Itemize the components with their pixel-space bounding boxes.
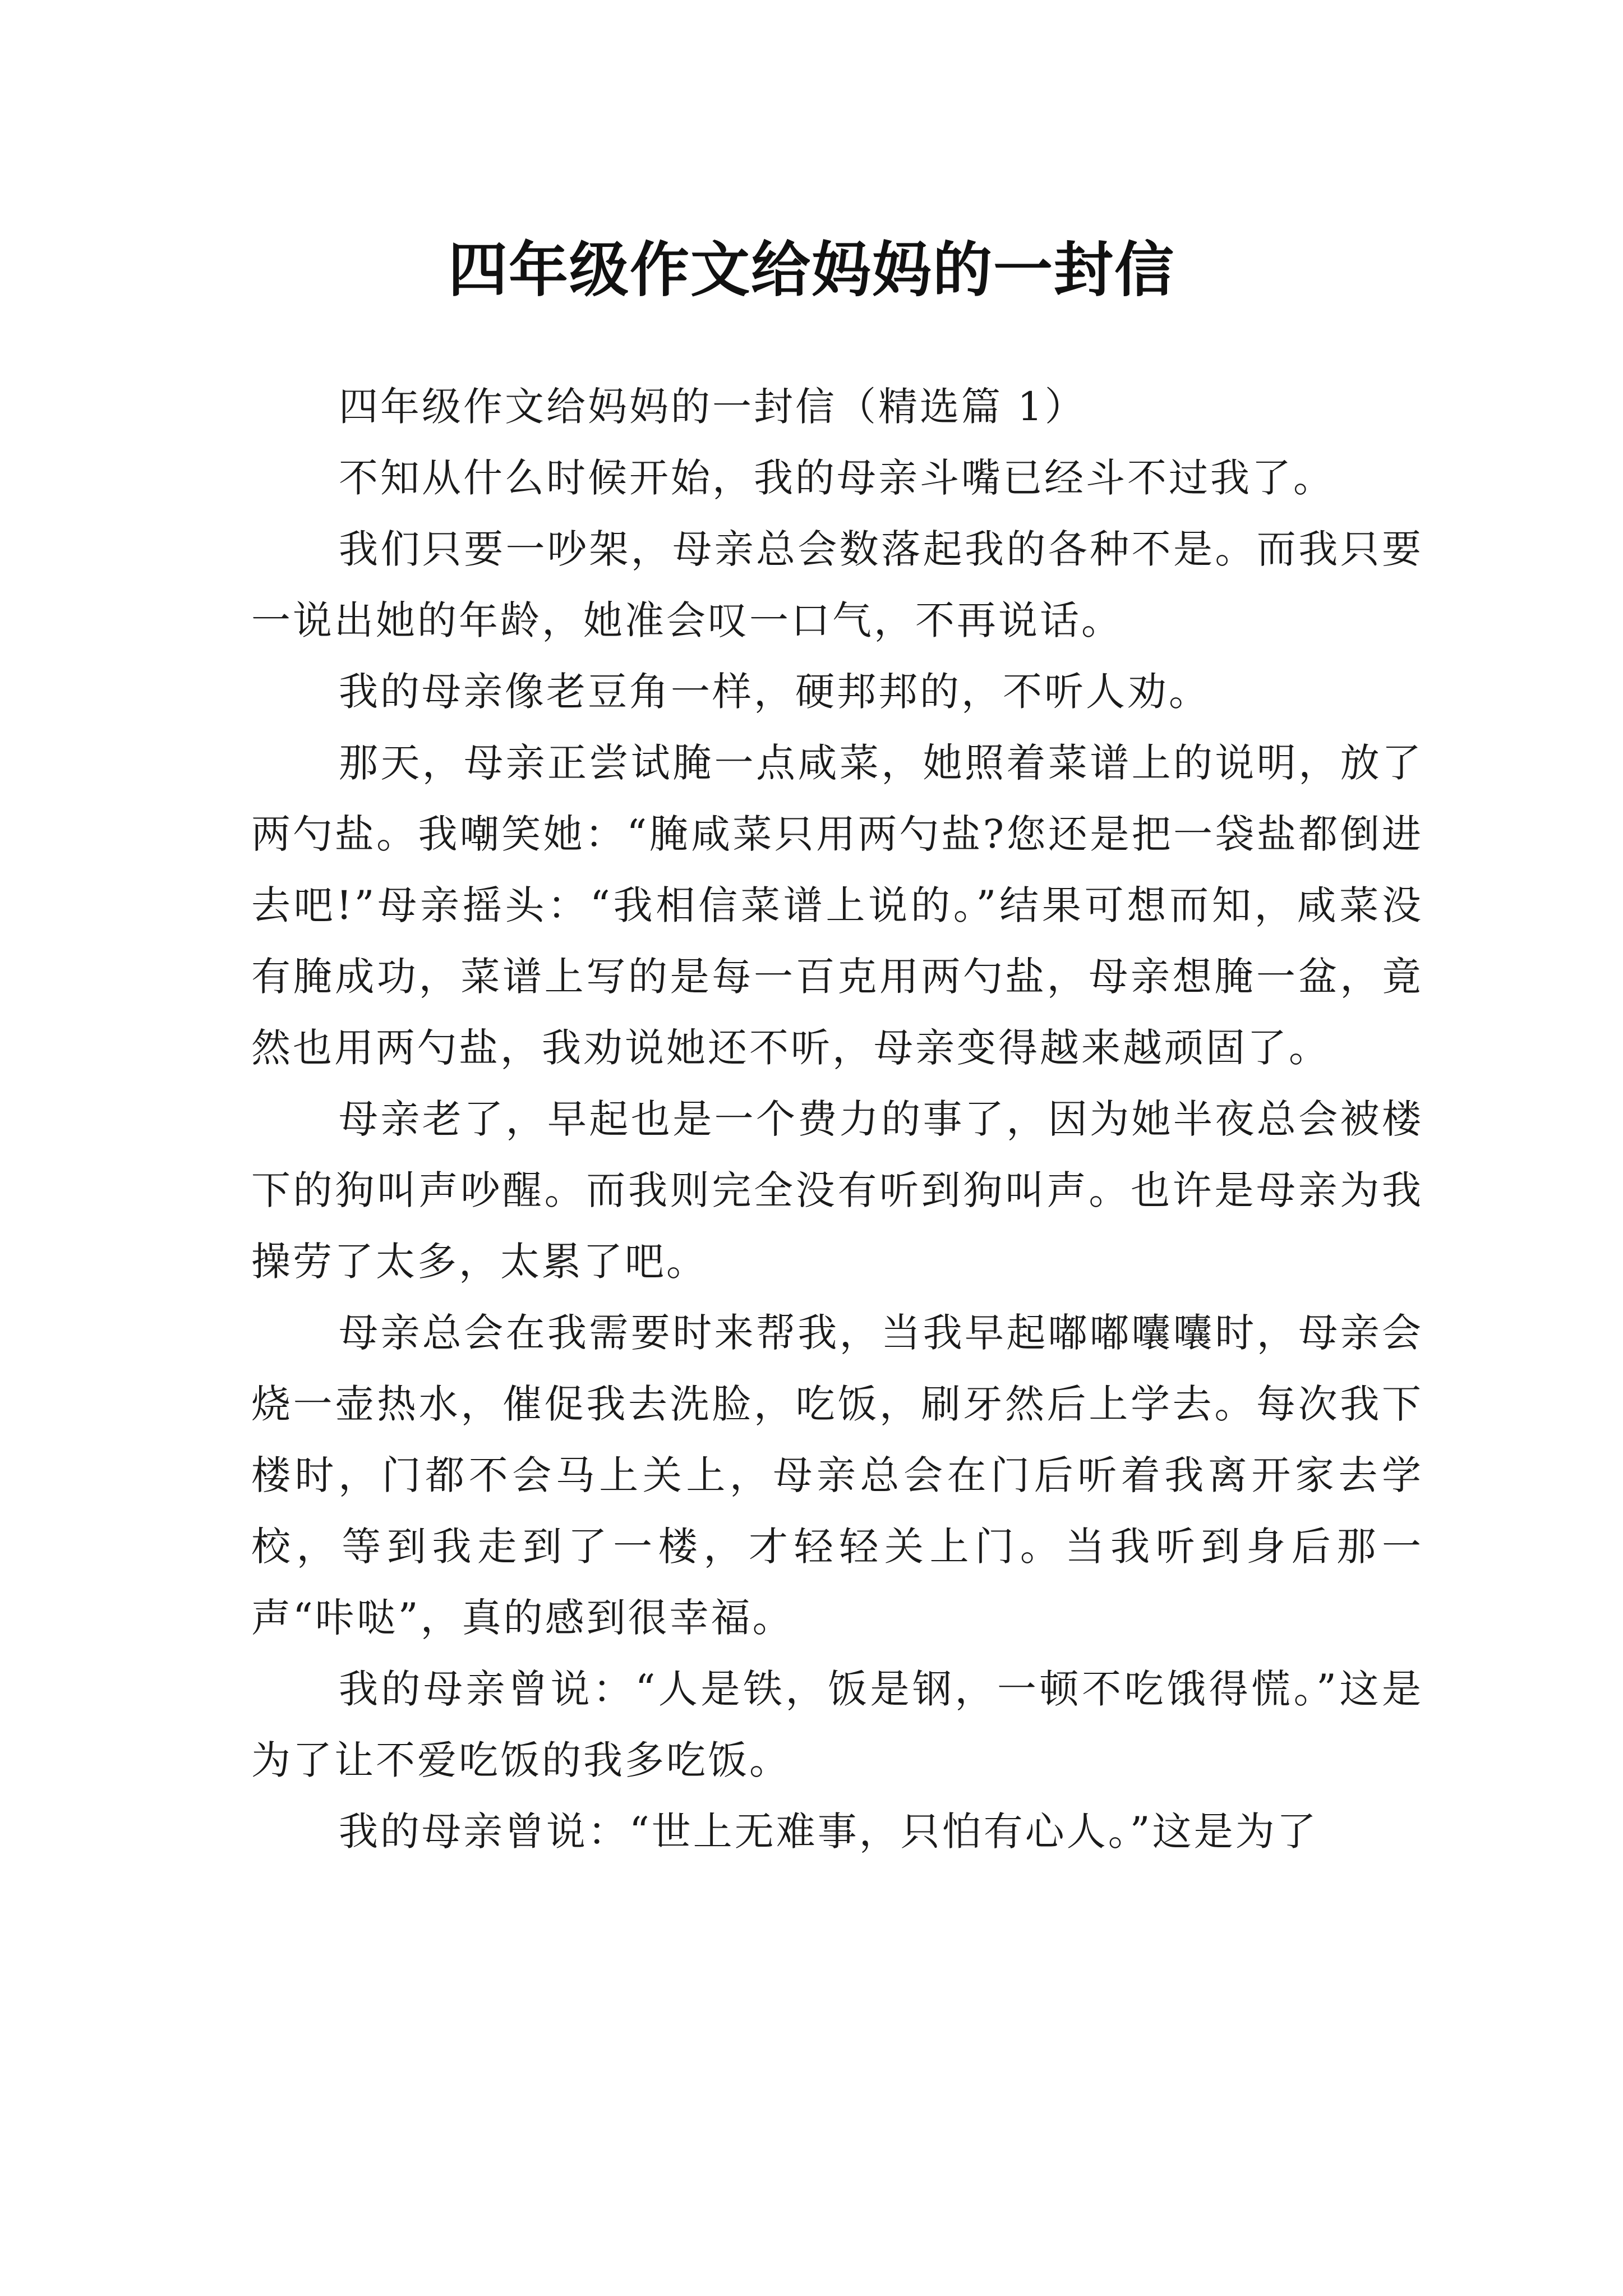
paragraph: 母亲老了，早起也是一个费力的事了，因为她半夜总会被楼下的狗叫声吵醒。而我则完全没有听到狗叫声。也许是母亲为我操劳了太多，太累了吧。 — [251, 1096, 1423, 1285]
paragraph: 我的母亲曾说：“世上无难事，只怕有心人。”这是为了 — [339, 1809, 1318, 1855]
document-title: 四年级作文给妈妈的一封信 — [448, 234, 1175, 305]
paragraph: 我们只要一吵架，母亲总会数落起我的各种不是。而我只要一说出她的年龄，她准会叹一口气，不再说话。 — [251, 526, 1423, 643]
paragraph-heading: 四年级作文给妈妈的一封信（精选篇 1） — [339, 384, 1086, 430]
paragraph: 不知从什么时候开始，我的母亲斗嘴已经斗不过我了。 — [339, 455, 1335, 501]
paragraph: 母亲总会在我需要时来帮我，当我早起嘟嘟囔囔时，母亲会烧一壶热水，催促我去洗脸，吃饭，刷牙然后上学去。每次我下楼时，门都不会马上关上，母亲总会在门后听着我离开家去学校，等到我走到了一楼，才轻轻关上门。当我听到身后那一声“咔哒”，真的感到很幸福。 — [251, 1310, 1423, 1641]
paragraph: 我的母亲像老豆角一样，硬邦邦的，不听人劝。 — [339, 669, 1210, 715]
document-body — [251, 371, 1423, 1867]
paragraph: 那天，母亲正尝试腌一点咸菜，她照着菜谱上的说明，放了两勺盐。我嘲笑她：“腌咸菜只用两勺盐?您还是把一袋盐都倒进去吧!”母亲摇头：“我相信菜谱上说的。”结果可想而知，咸菜没有腌成功，菜谱上写的是每一百克用两勺盐，母亲想腌一盆，竟然也用两勺盐，我劝说她还不听，母亲变得越来越顽固了。 — [251, 740, 1423, 1071]
paragraph: 我的母亲曾说：“人是铁，饭是钢，一顿不吃饿得慌。”这是为了让不爱吃饭的我多吃饭。 — [251, 1666, 1423, 1783]
